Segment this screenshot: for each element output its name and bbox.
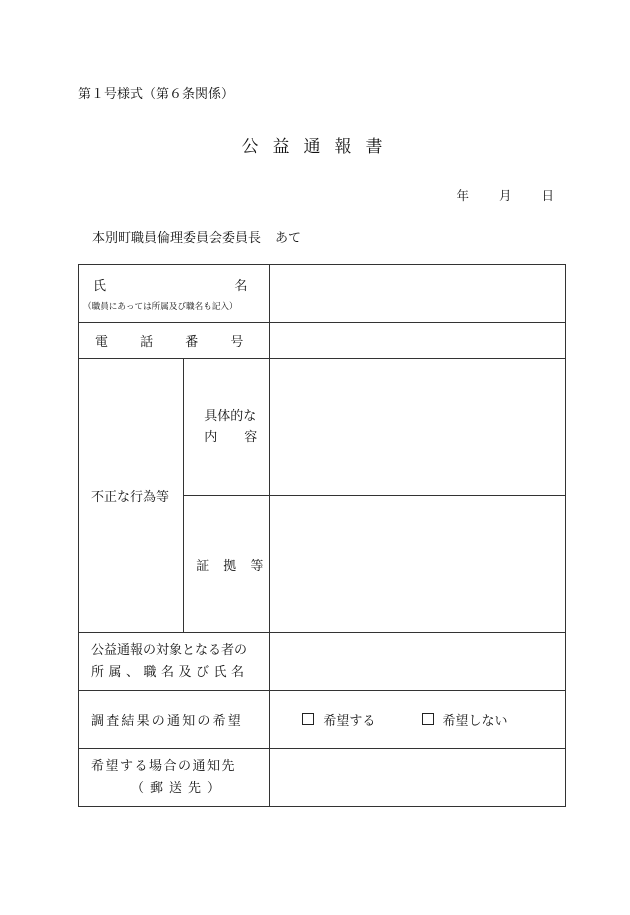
evidence-char: 証 [196,558,210,574]
phone-char: 話 [140,335,154,350]
date-day: 日 [541,188,554,203]
evidence-input-cell[interactable] [270,496,566,633]
checkbox-icon[interactable] [422,713,434,725]
name-label-cell [79,265,270,323]
target-input-cell[interactable] [270,633,566,691]
row-target [79,633,566,691]
report-form-table [78,264,566,807]
detail-line2b: 容 [244,430,258,445]
phone-char: 番 [185,335,199,350]
name-note: （職員にあっては所属及び職名も記入） [83,302,238,312]
row-name [79,265,566,323]
notify-input-cell[interactable] [270,749,566,807]
phone-char: 電 [95,335,109,350]
evidence-label-cell [184,496,270,633]
phone-input-cell[interactable] [270,323,566,359]
option-no[interactable] [422,710,508,729]
form-number: 第１号様式（第６条関係） [78,87,235,102]
option-no-label: 希望しない [442,713,508,729]
date-month: 月 [498,188,512,203]
notify-label-cell [79,749,270,807]
result-options-cell [270,691,566,749]
detail-line2a: 内 [204,430,218,445]
row-notify [79,749,566,807]
target-line2: 所属、職名及び氏名 [91,664,249,680]
evidence-char: 拠 [223,558,237,574]
target-label-cell [79,633,270,691]
target-line1: 公益通報の対象となる者の [91,642,248,658]
row-result [79,691,566,749]
misconduct-label: 不正な行為等 [79,359,184,633]
document-title: 公益通報書 [241,137,397,157]
phone-label-cell [79,323,270,359]
name-input-cell[interactable] [270,265,566,323]
row-misconduct-detail [79,359,566,496]
date-line [456,186,554,204]
addressee-suffix: あて [275,231,302,246]
name-label-left: 氏 [93,279,107,294]
detail-line1: 具体的な [204,409,257,424]
detail-input-cell[interactable] [270,359,566,496]
date-year: 年 [456,188,469,203]
row-phone [79,323,566,359]
addressee [92,227,301,246]
name-label-right: 名 [234,279,248,294]
option-yes-label: 希望する [323,713,376,729]
result-label: 調査結果の通知の希望 [79,691,270,749]
evidence-char: 等 [250,558,264,574]
addressee-name: 本別町職員倫理委員会委員長 [92,231,262,246]
checkbox-icon[interactable] [302,713,314,725]
phone-char: 号 [230,335,244,350]
detail-label-cell [184,359,270,496]
notify-line1: 希望する場合の通知先 [91,758,237,774]
notify-line2: （郵送先） [131,780,227,796]
option-yes[interactable] [302,710,375,729]
